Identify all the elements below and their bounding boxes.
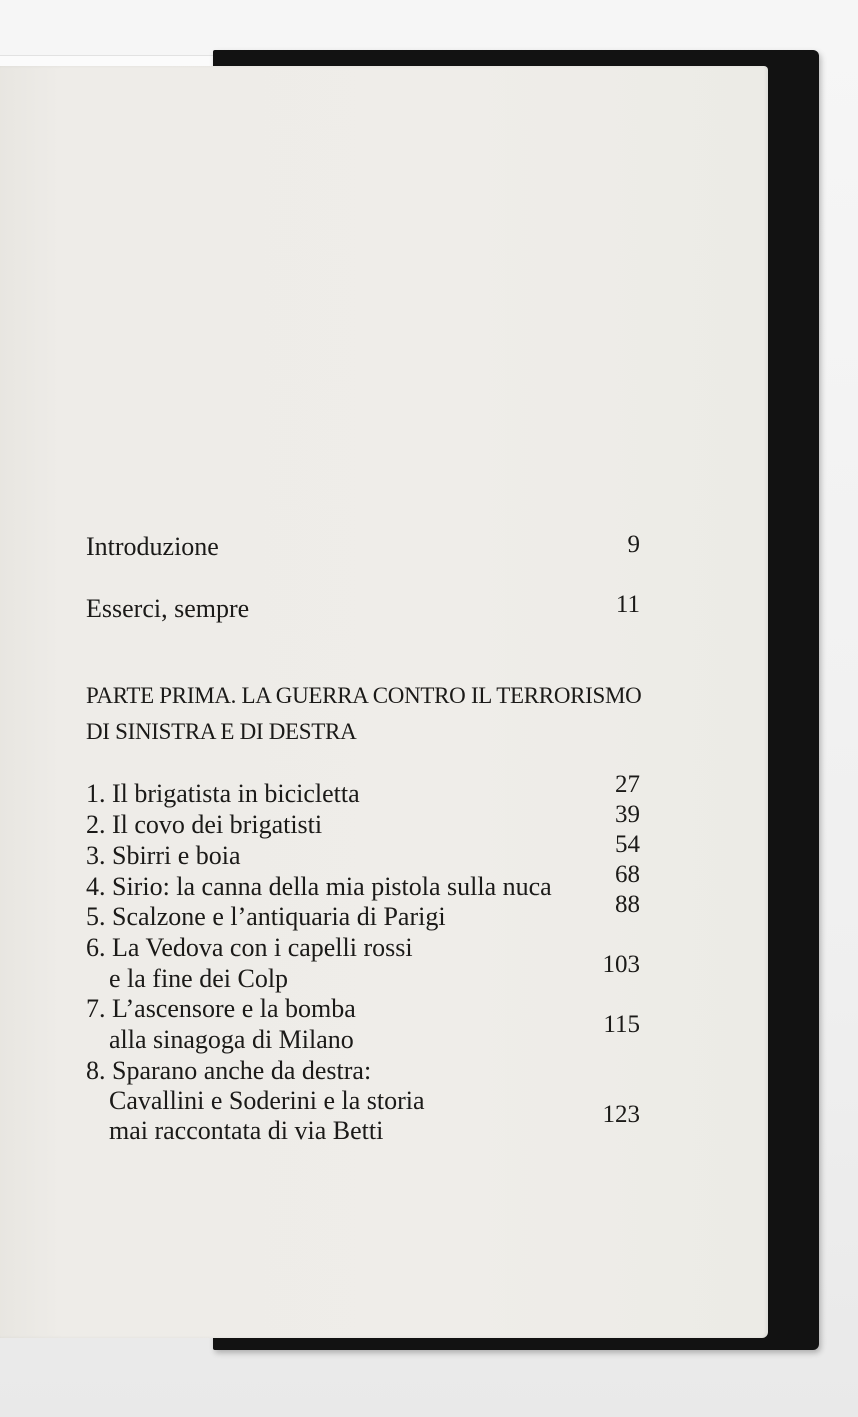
book-page bbox=[0, 66, 768, 1338]
chapter-7-title-line1: 7. L’ascensore e la bomba bbox=[86, 994, 356, 1023]
chapter-7-page: 115 bbox=[603, 1011, 640, 1038]
chapter-1-title: 1. Il brigatista in bicicletta bbox=[86, 779, 360, 808]
toc-entry-introduzione-page: 9 bbox=[627, 531, 640, 558]
chapter-3-page: 54 bbox=[615, 831, 640, 858]
chapter-5-page: 88 bbox=[615, 891, 640, 918]
chapter-2-page: 39 bbox=[615, 801, 640, 828]
chapter-8-title-line3: mai raccontata di via Betti bbox=[109, 1116, 384, 1145]
chapter-8-title-line1: 8. Sparano anche da destra: bbox=[86, 1056, 372, 1085]
chapter-6-title-line1: 6. La Vedova con i capelli rossi bbox=[86, 933, 413, 962]
chapter-1-page: 27 bbox=[615, 771, 640, 798]
chapter-4-page: 68 bbox=[615, 861, 640, 888]
chapter-5-title: 5. Scalzone e l’antiquaria di Parigi bbox=[86, 902, 446, 931]
chapter-6-title-line2: e la fine dei Colp bbox=[109, 964, 289, 993]
chapter-4-title: 4. Sirio: la canna della mia pistola sulla nuca bbox=[86, 872, 552, 901]
chapter-6-page: 103 bbox=[602, 951, 640, 978]
part-one-title-line2: DI SINISTRA E DI DESTRA bbox=[86, 719, 357, 744]
part-one-title-line1: PARTE PRIMA. LA GUERRA CONTRO IL TERRORISMO bbox=[86, 683, 642, 708]
chapter-8-title-line2: Cavallini e Soderini e la storia bbox=[109, 1086, 425, 1115]
chapter-8-page: 123 bbox=[602, 1101, 640, 1128]
toc-entry-introduzione-label: Introduzione bbox=[86, 532, 219, 561]
chapter-2-title: 2. Il covo dei brigatisti bbox=[86, 810, 323, 839]
chapter-7-title-line2: alla sinagoga di Milano bbox=[109, 1025, 354, 1054]
chapter-3-title: 3. Sbirri e boia bbox=[86, 841, 241, 870]
toc-entry-esserci-page: 11 bbox=[615, 591, 640, 618]
toc-entry-esserci-label: Esserci, sempre bbox=[86, 594, 250, 623]
